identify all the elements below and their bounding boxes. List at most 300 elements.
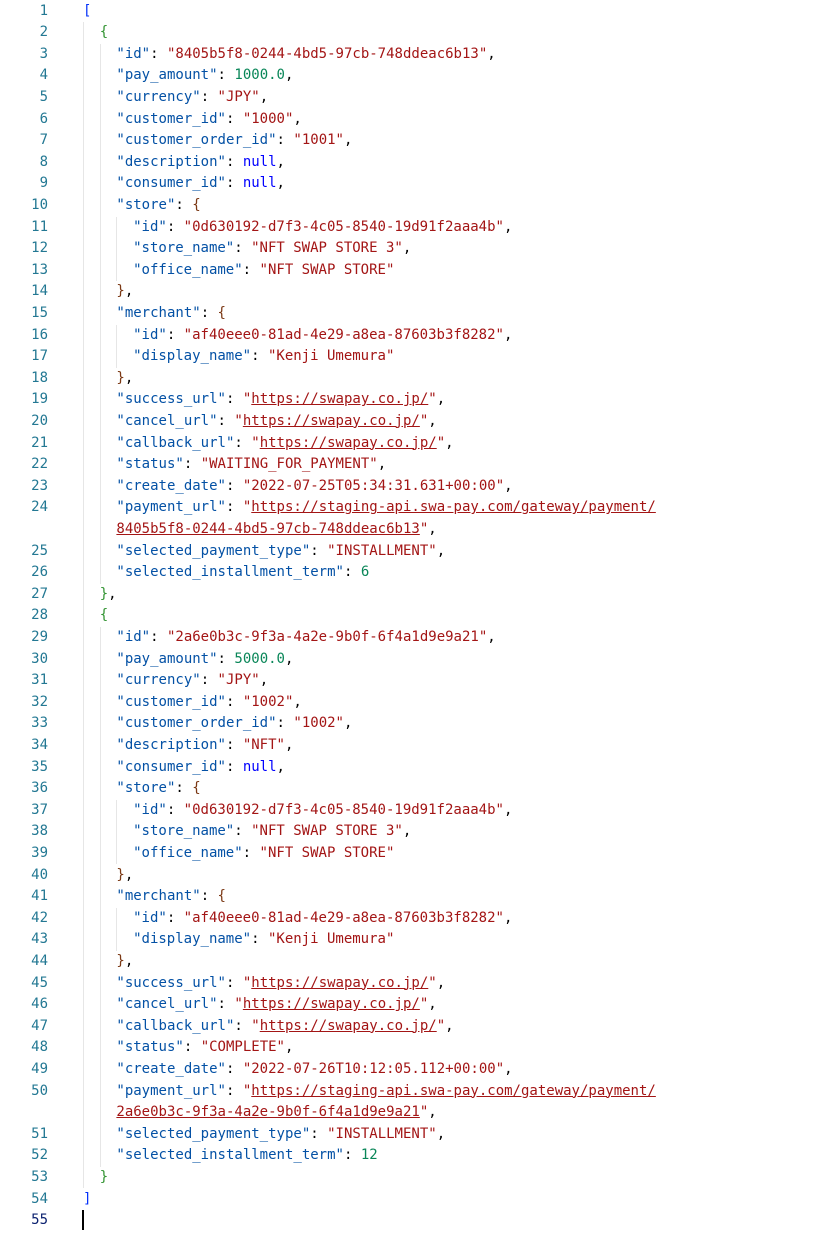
code-token: , [276,758,285,775]
editor-line[interactable] [0,152,836,174]
line-number: 42 [31,909,48,926]
code-token: , [343,132,353,149]
line-number: 46 [31,996,48,1013]
line-number: 27 [31,585,48,602]
editor-line[interactable] [0,929,836,951]
code-token: "currency" [116,88,201,105]
code-token: [ [83,2,92,19]
code-token: https://swapay.co.jp/ [251,391,429,408]
line-number: 37 [31,801,48,818]
line-number: 43 [31,931,48,948]
code-token: , [503,801,513,818]
code-text [133,346,394,368]
code-text [116,735,293,757]
line-number: 10 [31,196,48,213]
code-token: , [108,585,117,602]
code-token: "Kenji Umemura" [267,348,395,365]
editor-line[interactable] [0,627,836,649]
code-token: "JPY" [217,672,260,689]
code-token: , [124,866,134,883]
line-number: 49 [31,1060,48,1077]
editor-line[interactable] [0,346,836,368]
line-number: 21 [31,434,48,451]
code-token: "status" [116,1039,184,1056]
code-token: https://staging-api.swa-pay.com/gateway/payment/ [251,1082,656,1099]
code-token: "cancel_url" [116,412,218,429]
code-token: " [428,974,437,991]
editor-line[interactable] [0,605,836,627]
line-number: 53 [31,1168,48,1185]
code-token: : [276,132,294,149]
code-token: , [503,326,513,343]
code-token: : [225,153,243,170]
code-token: : [225,175,243,192]
code-text [116,713,352,735]
line-number: 34 [31,736,48,753]
code-text [116,1124,445,1146]
code-text [116,886,226,908]
code-token: "consumer_id" [116,175,226,192]
code-token: , [284,650,294,667]
editor-line[interactable] [0,1102,836,1124]
code-token: "description" [116,736,226,753]
editor-line[interactable] [0,1210,836,1232]
code-token: , [343,715,353,732]
editor-line[interactable] [0,65,836,87]
code-text [116,130,352,152]
editor-line[interactable] [0,87,836,109]
code-token: : [310,1125,328,1142]
line-number: 28 [31,607,48,624]
line-number: 8 [39,153,48,170]
editor-line[interactable] [0,173,836,195]
line-number: 40 [31,866,48,883]
editor-line[interactable] [0,994,836,1016]
code-token: "customer_order_id" [116,132,277,149]
editor-line[interactable] [0,670,836,692]
code-text [116,865,133,887]
code-token: : [166,326,184,343]
line-number: 4 [39,67,48,84]
line-number: 38 [31,823,48,840]
code-text [116,1081,655,1103]
code-token: " [419,520,429,537]
code-token: : [225,736,243,753]
line-number: 5 [39,88,48,105]
code-token: https://swapay.co.jp/ [259,1017,437,1034]
code-token: : [217,996,235,1013]
code-token: : [225,974,243,991]
code-token: , [284,736,294,753]
code-token: , [503,218,513,235]
code-text [116,411,436,433]
line-number: 39 [31,844,48,861]
code-text [100,1167,108,1189]
code-token: , [503,909,513,926]
editor-line[interactable] [0,303,836,325]
code-token: "COMPLETE" [200,1039,285,1056]
code-text [133,821,411,843]
line-number: 31 [31,672,48,689]
editor-line[interactable] [0,260,836,282]
code-text [116,1145,377,1167]
editor-line[interactable] [0,368,836,390]
editor-line[interactable] [0,584,836,606]
code-token: " [242,391,252,408]
code-text [133,260,394,282]
code-token: " [436,1017,446,1034]
editor-line[interactable] [0,1167,836,1189]
code-token: "create_date" [116,477,226,494]
code-token: "office_name" [133,261,243,278]
editor-line[interactable] [0,800,836,822]
code-token: "af40eee0-81ad-4e29-a8ea-87603b3f8282" [183,326,504,343]
code-token: : [217,67,235,84]
code-text [116,757,285,779]
code-token: : [251,348,268,365]
editor-line[interactable] [0,562,836,584]
code-token: , [402,823,412,840]
code-text [116,994,436,1016]
code-token: : [166,218,184,235]
code-token: : [200,888,218,905]
line-number: 19 [31,391,48,408]
code-token: " [242,499,252,516]
code-text [116,476,512,498]
code-token: "NFT" [242,736,285,753]
line-number: 48 [31,1039,48,1056]
line-number: 35 [31,758,48,775]
code-text [133,325,512,347]
code-token: , [436,542,446,559]
code-token: "INSTALLMENT" [327,542,437,559]
code-token: : [343,564,361,581]
editor-line[interactable] [0,886,836,908]
code-token: : [276,715,294,732]
code-text [116,195,200,217]
code-text [116,778,200,800]
editor-line[interactable] [0,1037,836,1059]
code-token: , [402,240,412,257]
code-token: "selected_payment_type" [116,1125,311,1142]
code-text [116,951,133,973]
code-token: , [436,391,446,408]
code-token: https://swapay.co.jp/ [251,974,429,991]
code-token: } [116,283,125,300]
code-token: https://swapay.co.jp/ [242,412,420,429]
code-text [116,1037,293,1059]
editor-line[interactable] [0,1081,836,1103]
line-number: 1 [39,2,48,19]
editor-line[interactable] [0,951,836,973]
code-token: , [428,1104,437,1121]
code-token: "2022-07-26T10:12:05.112+00:00" [242,1060,505,1077]
editor-line[interactable] [0,389,836,411]
code-token: , [124,283,134,300]
code-token: : [166,909,184,926]
code-token: "payment_url" [116,499,226,516]
code-token: " [419,1104,429,1121]
line-number: 12 [31,240,48,257]
code-token: } [99,585,109,602]
editor-line[interactable] [0,973,836,995]
line-number: 30 [31,650,48,667]
code-token: { [217,304,226,321]
code-text [116,44,495,66]
code-text [116,65,293,87]
code-text [116,649,293,671]
code-token: : [225,1082,243,1099]
line-number: 55 [31,1212,48,1229]
code-token: , [428,520,437,537]
code-token: https://swapay.co.jp/ [259,434,437,451]
code-token: " [234,412,243,429]
code-text [133,217,512,239]
editor-line[interactable] [0,1,836,23]
editor-line[interactable] [0,1059,836,1081]
code-token: "selected_payment_type" [116,542,311,559]
code-token: "success_url" [116,974,226,991]
editor-line[interactable] [0,109,836,131]
code-token: "store_name" [133,240,235,257]
code-token: "create_date" [116,1060,226,1077]
code-token: } [99,1168,109,1185]
code-text [83,1,91,23]
code-token: "selected_installment_term" [116,564,344,581]
code-token: } [116,952,125,969]
code-token: "2a6e0b3c-9f3a-4a2e-9b0f-6f4a1d9e9a21" [166,628,488,645]
line-number: 44 [31,952,48,969]
line-number: 45 [31,974,48,991]
code-token: "cancel_url" [116,996,218,1013]
code-token: "INSTALLMENT" [327,1125,437,1142]
editor-line[interactable] [0,433,836,455]
code-token: "success_url" [116,391,226,408]
code-token: , [276,175,285,192]
editor-line[interactable] [0,195,836,217]
editor-line[interactable] [0,757,836,779]
editor-line[interactable] [0,22,836,44]
line-number: 22 [31,456,48,473]
code-token: "NFT SWAP STORE" [259,844,395,861]
code-token: "description" [116,153,226,170]
code-token: "1000" [242,110,294,127]
code-token: https://swapay.co.jp/ [242,996,420,1013]
line-number: 50 [31,1082,48,1099]
code-token: : [225,758,243,775]
code-token: "store" [116,196,176,213]
code-token: , [259,88,269,105]
code-text [116,973,445,995]
code-token: : [225,391,243,408]
code-token: : [225,1060,243,1077]
code-text [116,87,268,109]
code-text [116,1016,453,1038]
code-token: : [242,261,260,278]
code-token: "1001" [293,132,344,149]
line-number: 29 [31,628,48,645]
editor-line[interactable] [0,692,836,714]
editor-line[interactable] [0,778,836,800]
code-token: , [377,456,387,473]
code-token: , [504,477,513,494]
code-token: 6 [360,564,370,581]
code-token: : [234,823,252,840]
code-token: , [124,952,134,969]
line-number: 32 [31,693,48,710]
code-token: } [116,866,125,883]
code-token: "pay_amount" [116,67,218,84]
editor-line[interactable] [0,238,836,260]
code-token: "display_name" [133,931,252,948]
code-token: : [175,780,193,797]
editor-line[interactable] [0,713,836,735]
editor-line[interactable] [0,649,836,671]
code-token: https://staging-api.swa-pay.com/gateway/payment/ [251,499,656,516]
editor-line[interactable] [0,1124,836,1146]
code-token: "8405b5f8-0244-4bd5-97cb-748ddeac6b13" [166,45,488,62]
code-token: { [192,196,201,213]
code-text [116,670,268,692]
editor-line[interactable] [0,1145,836,1167]
code-token: , [487,628,496,645]
line-number: 36 [31,780,48,797]
code-token: " [251,434,260,451]
line-number: 41 [31,888,48,905]
code-token: : [150,45,167,62]
code-token: "NFT SWAP STORE 3" [251,823,403,840]
code-token: , [445,434,454,451]
code-token: "store" [116,780,176,797]
editor-line[interactable] [0,44,836,66]
code-token: : [225,693,243,710]
editor-line[interactable] [0,735,836,757]
code-token: : [225,499,243,516]
code-token: } [116,369,125,386]
code-token: : [166,801,184,818]
code-token: : [251,931,268,948]
code-token: 1000.0 [234,67,285,84]
editor-line[interactable] [0,454,836,476]
code-text [116,389,445,411]
editor-line[interactable] [0,821,836,843]
code-token: : [225,110,243,127]
line-number: 18 [31,369,48,386]
code-token: " [242,974,252,991]
code-token: " [242,1082,252,1099]
code-text [133,908,512,930]
code-text [116,281,133,303]
editor-line[interactable] [0,519,836,541]
code-token: , [504,1060,513,1077]
code-token: "1002" [293,715,344,732]
editor-line[interactable] [0,908,836,930]
code-token: { [217,888,226,905]
code-token: "1002" [242,693,294,710]
code-token: { [99,24,109,41]
editor-line[interactable] [0,281,836,303]
code-token: : [225,477,243,494]
text-cursor [82,1210,84,1230]
code-token: , [284,67,294,84]
editor-line[interactable] [0,411,836,433]
code-token: " [428,391,437,408]
code-token: , [293,693,302,710]
code-token: , [487,45,496,62]
editor-line[interactable] [0,1016,836,1038]
code-token: "0d630192-d7f3-4c05-8540-19d91f2aaa4b" [183,801,504,818]
code-token: { [192,780,201,797]
editor-line[interactable] [0,325,836,347]
code-text [116,173,285,195]
code-text [116,497,655,519]
code-token: : [200,88,218,105]
code-token: "NFT SWAP STORE 3" [251,240,403,257]
code-text [83,1189,91,1211]
code-token: : [343,1147,361,1164]
code-token: "display_name" [133,348,252,365]
editor-line[interactable] [0,497,836,519]
code-token: : [310,542,328,559]
code-text [133,843,394,865]
code-token: null [242,175,277,192]
editor-line[interactable] [0,843,836,865]
editor-line[interactable] [0,541,836,563]
code-token: , [436,1125,446,1142]
editor-line[interactable] [0,476,836,498]
code-token: : [234,1017,252,1034]
code-text [100,605,108,627]
code-token: "consumer_id" [116,758,226,775]
code-token: " [436,434,446,451]
code-token: 2a6e0b3c-9f3a-4a2e-9b0f-6f4a1d9e9a21 [116,1104,420,1121]
editor-line[interactable] [0,865,836,887]
line-number: 20 [31,412,48,429]
code-token: " [419,412,429,429]
editor-line[interactable] [0,130,836,152]
code-token: "id" [133,326,167,343]
code-token: : [183,1039,201,1056]
code-token: : [150,628,167,645]
code-text [116,1102,436,1124]
line-number: 15 [31,304,48,321]
code-token: "callback_url" [116,434,235,451]
code-token: : [200,304,218,321]
code-token: , [293,110,302,127]
code-text [116,368,133,390]
code-text [100,22,108,44]
code-token: : [234,434,252,451]
code-token: { [99,607,109,624]
code-token: "NFT SWAP STORE" [259,261,395,278]
code-token: "2022-07-25T05:34:31.631+00:00" [242,477,505,494]
code-token: "customer_order_id" [116,715,277,732]
code-token: : [217,412,235,429]
code-text [116,627,495,649]
editor-line[interactable] [0,1189,836,1211]
code-token: : [175,196,193,213]
code-text [116,541,445,563]
line-number: 25 [31,542,48,559]
code-text [116,692,301,714]
code-token: : [234,240,252,257]
code-token: "JPY" [217,88,260,105]
code-token: "pay_amount" [116,650,218,667]
editor-line[interactable] [0,217,836,239]
code-token: " [251,1017,260,1034]
code-token: "store_name" [133,823,235,840]
line-number: 17 [31,348,48,365]
